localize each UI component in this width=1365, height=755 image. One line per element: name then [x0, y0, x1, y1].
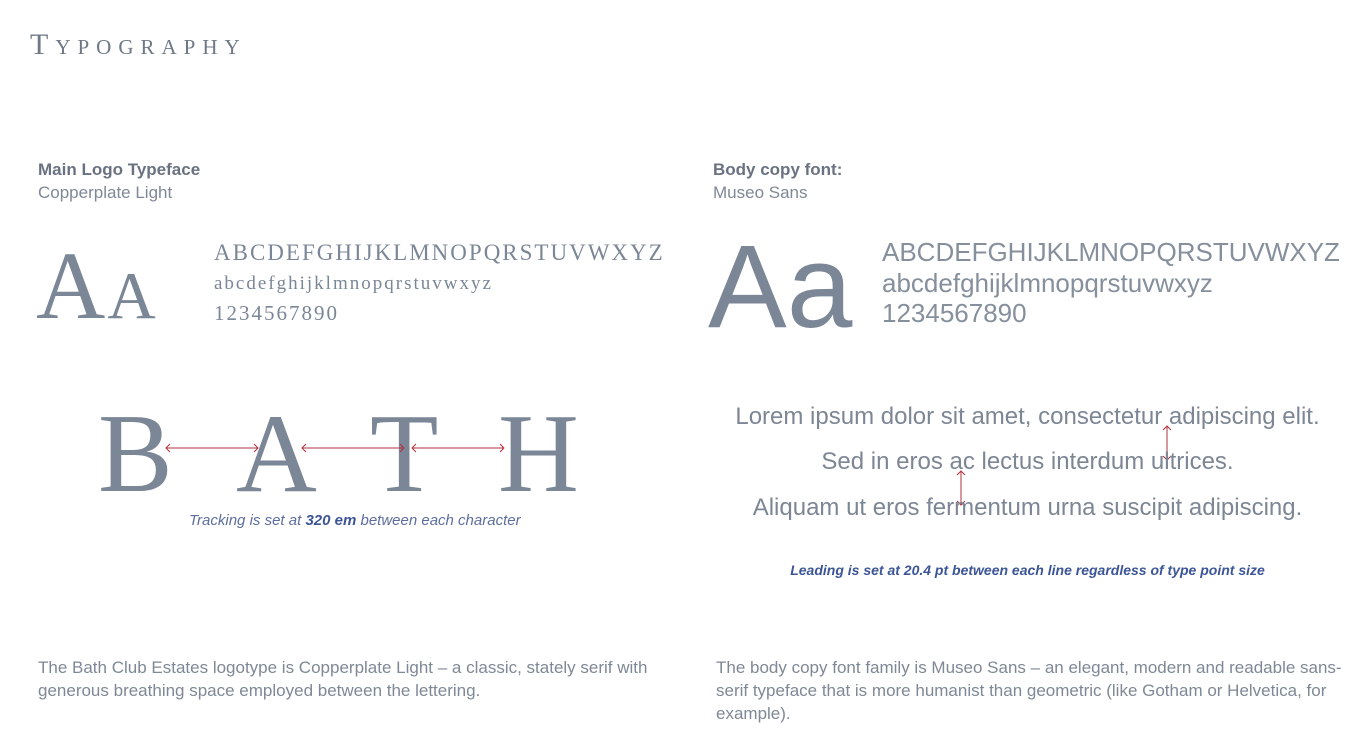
tracking-caption-suffix: between each character — [356, 512, 521, 529]
logo-digits: 1234567890 — [214, 301, 339, 325]
tracking-letter-h: H — [498, 392, 579, 516]
logo-typeface-heading: Main Logo Typeface — [38, 160, 201, 179]
lorem-line-2: Sed in eros ac lectus interdum ultrices. — [821, 448, 1234, 475]
logo-uppercase: ABCDEFGHIJKLMNOPQRSTUVWXYZ — [214, 240, 665, 265]
leading-caption: Leading is set at 20.4 pt between each line regardless of type point size — [790, 562, 1265, 578]
logo-typeface-name: Copperplate Light — [38, 183, 173, 202]
lorem-line-1: Lorem ipsum dolor sit amet, consectetur adipiscing elit. — [735, 403, 1320, 430]
body-lowercase: abcdefghijklmnopqrstuvwxyz — [882, 268, 1213, 298]
lorem-line-3: Aliquam ut eros fermentum urna suscipit adipiscing. — [752, 494, 1303, 521]
tracking-letter-t: T — [370, 392, 439, 516]
body-description: The body copy font family is Museo Sans – an elegant, modern and readable sans-serif typeface that is more humanist than geometric (like Gotham or Helvetica, for example). — [716, 658, 1342, 723]
body-digits: 1234567890 — [882, 298, 1027, 328]
tracking-letter-b: B — [98, 392, 173, 516]
body-font-heading: Body copy font: — [713, 160, 843, 179]
logo-sample-aa: Aa — [36, 232, 158, 339]
tracking-caption-value: 320 em — [305, 512, 357, 529]
body-sample-aa: Aa — [708, 221, 853, 353]
page-title: Typography — [30, 28, 247, 61]
logo-lowercase: abcdefghijklmnopqrstuvwxyz — [214, 273, 493, 294]
body-font-name: Museo Sans — [713, 183, 808, 202]
tracking-caption-text: Tracking is set at — [189, 512, 306, 529]
tracking-caption — [189, 512, 521, 529]
body-uppercase: ABCDEFGHIJKLMNOPQRSTUVWXYZ — [882, 237, 1340, 267]
tracking-letter-a: A — [236, 392, 317, 516]
logo-description: The Bath Club Estates logotype is Copperplate Light – a classic, stately serif with generous breathing space employed between the lettering. — [38, 658, 648, 700]
